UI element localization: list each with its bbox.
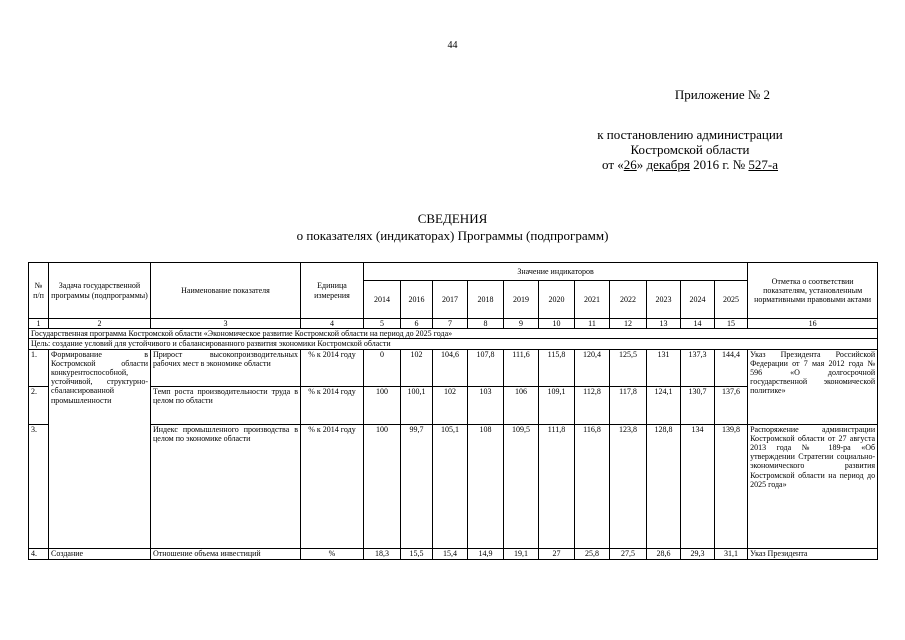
row-number: 3. [29, 424, 49, 548]
value-cell: 25,8 [575, 548, 610, 559]
goal-row: Цель: создание условий для устойчивого и сбалансированного развития экономики Костромской области [29, 339, 878, 349]
value-cell: 139,8 [715, 424, 748, 548]
date-day: 26 [623, 157, 637, 172]
col-number: 12 [610, 319, 647, 329]
year-header: 2014 [364, 281, 401, 319]
value-cell: 0 [364, 349, 401, 386]
value-cell: 100 [364, 386, 401, 424]
value-cell: 15,4 [433, 548, 468, 559]
indicator-name: Темп роста производительности труда в целом по области [151, 386, 301, 424]
value-cell: 137,3 [681, 349, 715, 386]
unit-cell: % [301, 548, 364, 559]
unit-cell: % к 2014 году [301, 424, 364, 548]
col-number: 16 [748, 319, 878, 329]
appendix-title: Приложение № 2 [674, 87, 770, 102]
value-cell: 128,8 [647, 424, 681, 548]
year-header: 2020 [539, 281, 575, 319]
date-mid: » [636, 157, 647, 172]
header-num: № п/п [29, 263, 49, 319]
value-cell: 27,5 [610, 548, 647, 559]
indicator-name: Прирост высокопроизводительных рабочих мест в экономике области [151, 349, 301, 386]
row-number: 4. [29, 548, 49, 559]
value-cell: 112,8 [575, 386, 610, 424]
value-cell: 31,1 [715, 548, 748, 559]
col-number: 4 [301, 319, 364, 329]
header-unit: Единица измерения [301, 263, 364, 319]
table-row [29, 424, 878, 548]
col-number: 15 [715, 319, 748, 329]
year-header: 2021 [575, 281, 610, 319]
value-cell: 109,5 [504, 424, 539, 548]
header-task: Задача государственной программы (подпрограммы) [49, 263, 151, 319]
value-cell: 102 [401, 349, 433, 386]
indicators-table [28, 262, 878, 560]
table-row [29, 548, 878, 559]
col-number: 5 [364, 319, 401, 329]
indicator-name: Отношение объема инвестиций [151, 548, 301, 559]
appendix-line-2: Костромской области [630, 142, 750, 157]
col-number: 3 [151, 319, 301, 329]
date-month: декабря [646, 157, 690, 172]
value-cell: 144,4 [715, 349, 748, 386]
page-number: 44 [447, 40, 458, 51]
table-row [29, 349, 878, 386]
value-cell: 27 [539, 548, 575, 559]
year-header: 2025 [715, 281, 748, 319]
value-cell: 117,8 [610, 386, 647, 424]
value-cell: 19,1 [504, 548, 539, 559]
value-cell: 111,8 [539, 424, 575, 548]
value-cell: 111,6 [504, 349, 539, 386]
appendix-reference [560, 127, 820, 172]
value-cell: 130,7 [681, 386, 715, 424]
col-number: 8 [468, 319, 504, 329]
value-cell: 109,1 [539, 386, 575, 424]
header-note: Отметка о соответствии показателям, установленным нормативными правовыми актами [748, 263, 878, 319]
value-cell: 103 [468, 386, 504, 424]
year-header: 2023 [647, 281, 681, 319]
value-cell: 115,8 [539, 349, 575, 386]
value-cell: 100 [364, 424, 401, 548]
task-cell: Формирование в Костромской области конкурентоспособной, устойчивой, структурно-сбалансированной промышленности [49, 349, 151, 548]
value-cell: 107,8 [468, 349, 504, 386]
year-header: 2016 [401, 281, 433, 319]
value-cell: 123,8 [610, 424, 647, 548]
unit-cell: % к 2014 году [301, 386, 364, 424]
col-number: 13 [647, 319, 681, 329]
appendix-date-line [560, 157, 820, 172]
year-header: 2018 [468, 281, 504, 319]
value-cell: 28,6 [647, 548, 681, 559]
year-header: 2022 [610, 281, 647, 319]
value-cell: 105,1 [433, 424, 468, 548]
col-number: 2 [49, 319, 151, 329]
year-header: 2024 [681, 281, 715, 319]
note-cell: Указ Президента [748, 548, 878, 559]
document-number: 527-а [748, 157, 779, 172]
value-cell: 18,3 [364, 548, 401, 559]
year-header: 2019 [504, 281, 539, 319]
task-cell: Создание [49, 548, 151, 559]
col-number: 11 [575, 319, 610, 329]
program-row: Государственная программа Костромской области «Экономическое развитие Костромской области на период до 2025 года» [29, 329, 878, 339]
col-number: 10 [539, 319, 575, 329]
unit-cell: % к 2014 году [301, 349, 364, 386]
value-cell: 15,5 [401, 548, 433, 559]
col-number: 9 [504, 319, 539, 329]
date-suffix: 2016 г. № [689, 157, 749, 172]
value-cell: 14,9 [468, 548, 504, 559]
note-cell: Распоряжение администрации Костромской области от 27 августа 2013 года № 189-ра «Об утверждении Стратегии социально-экономического развития Костромской области на период до 2025 года» [748, 424, 878, 548]
document-subtitle: о показателях (индикаторах) Программы (подпрограмм) [296, 228, 609, 243]
row-number: 2. [29, 386, 49, 424]
value-cell: 100,1 [401, 386, 433, 424]
value-cell: 108 [468, 424, 504, 548]
value-cell: 106 [504, 386, 539, 424]
appendix-line-1: к постановлению администрации [597, 127, 783, 142]
document-title: СВЕДЕНИЯ [417, 211, 488, 226]
value-cell: 137,6 [715, 386, 748, 424]
header-indicator: Наименование показателя [151, 263, 301, 319]
date-prefix: от « [601, 157, 624, 172]
col-number: 7 [433, 319, 468, 329]
column-number-row [29, 319, 878, 329]
value-cell: 134 [681, 424, 715, 548]
value-cell: 120,4 [575, 349, 610, 386]
value-cell: 99,7 [401, 424, 433, 548]
value-cell: 131 [647, 349, 681, 386]
col-number: 14 [681, 319, 715, 329]
year-header: 2017 [433, 281, 468, 319]
value-cell: 102 [433, 386, 468, 424]
row-number: 1. [29, 349, 49, 386]
value-cell: 124,1 [647, 386, 681, 424]
value-cell: 125,5 [610, 349, 647, 386]
note-cell: Указ Президента Российской Федерации от 7 мая 2012 года № 596 «О долгосрочной государственной экономической политике» [748, 349, 878, 424]
col-number: 1 [29, 319, 49, 329]
col-number: 6 [401, 319, 433, 329]
value-cell: 104,6 [433, 349, 468, 386]
value-cell: 29,3 [681, 548, 715, 559]
indicator-name: Индекс промышленного производства в целом по экономике области [151, 424, 301, 548]
header-values: Значение индикаторов [364, 263, 748, 281]
value-cell: 116,8 [575, 424, 610, 548]
